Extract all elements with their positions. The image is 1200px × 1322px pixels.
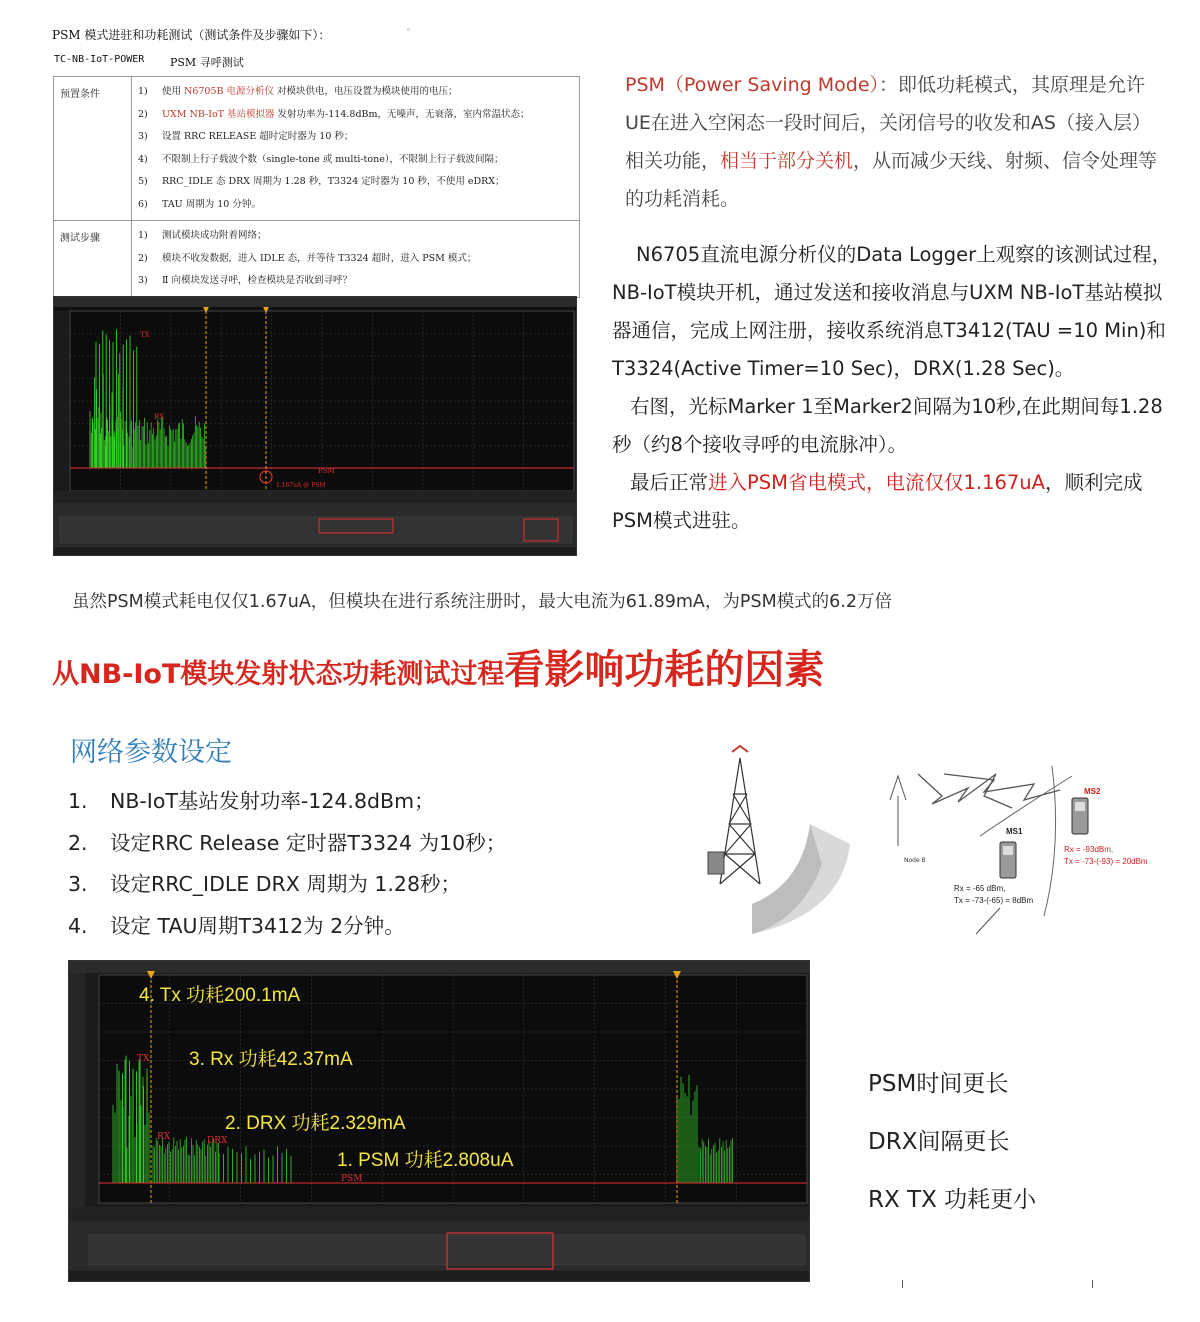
ms2-tx: Tx = -73-(-93) = 20dBm: [1064, 857, 1148, 866]
n6705-paragraph-1: N6705直流电源分析仪的Data Logger上观察的该测试过程，NB-IoT模块开机，通过发送和接收消息与UXM NB-IoT基站模拟器通信，完成上网注册，接收系统消息T3412(TAU =10 Min)和T3324(Active Timer=10 Sec)，DRX(1.28 Sec)。: [612, 243, 1172, 380]
psm-label: PSM: [318, 467, 335, 475]
drx-power-label: 2. DRX 功耗2.329mA: [225, 1113, 406, 1134]
tower-icon: [720, 758, 760, 884]
step-item: 3) Ⅱ 向模块发送寻呼，检查模块是否收到寻呼？: [138, 275, 352, 286]
precond-item: 2) UXM NB-IoT 基站模拟器 发射功率为-114.8dBm，无噪声，无衰落，室内常温状态；: [138, 108, 530, 120]
node-b-label: Node B: [904, 857, 926, 864]
ms2-label: MS2: [1084, 787, 1101, 796]
network-param-item: 2. 设定RRC Release 定时器T3324 为10秒；: [68, 830, 507, 855]
side-note: RX TX 功耗更小: [868, 1187, 1037, 1213]
step-item: 1) 测试模块成功附着网络；: [138, 230, 267, 241]
rx-power-label: 3. Rx 功耗42.37mA: [189, 1049, 353, 1070]
psm-power-label: 1. PSM 功耗2.808uA: [337, 1150, 514, 1171]
n6705-paragraph-2: 右图，光标Marker 1至Marker2间隔为10秒,在此期间每1.28秒（约8个接收寻呼的电流脉冲）。: [612, 395, 1163, 456]
precond-item: 5) RRC_IDLE 态 DRX 周期为 1.28 秒，T3324 定时器为 10 秒，不使用 eDRX；: [138, 176, 505, 187]
data-logger-screenshot-psm: [53, 296, 577, 556]
power-trace-chart: [69, 961, 810, 1282]
side-note: DRX间隔更长: [868, 1129, 1010, 1155]
steps-list: [132, 221, 580, 298]
ms1-rx: Rx = -65 dBm,: [954, 884, 1006, 893]
psm-trace-chart: [54, 297, 577, 556]
test-conditions-table: [53, 76, 580, 298]
precond-header: 预置条件: [54, 77, 132, 221]
drx-label: DRX: [207, 1136, 228, 1146]
tx-label: TX: [140, 331, 150, 339]
psm-description: PSM（Power Saving Mode）：即低功耗模式，其原理是允许UE在进入空闲态一段时间后，关闭信号的收发和AS（接入层）相关功能，相当于部分关机，从而减少天线、射频、信令处理等的功耗消耗。: [625, 74, 1158, 210]
precond-item: 1) 使用 N6705B 电源分析仪 对模块供电，电压设置为模块使用的电压；: [138, 86, 458, 97]
psm-label: PSM: [341, 1174, 363, 1184]
tx-label: TX: [137, 1054, 150, 1064]
ms2-rx: Rx = -93dBm,: [1064, 845, 1114, 854]
uplink-power-diagram: [884, 766, 1160, 940]
steps-header: 测试步骤: [54, 221, 132, 298]
ms1-label: MS1: [1006, 827, 1023, 836]
tick-mark: [902, 1280, 903, 1288]
data-logger-screenshot-power: [68, 960, 810, 1282]
base-station-illustration: [692, 744, 862, 940]
network-param-item: 1. NB-IoT基站发射功率-124.8dBm；: [68, 789, 435, 813]
summary-note: 虽然PSM模式耗电仅仅1.67uA，但模块在进行系统注册时，最大电流为61.89mA，为PSM模式的6.2万倍: [72, 592, 892, 612]
step-item: 2) 模块不收发数据，进入 IDLE 态，并等待 T3324 超时，进入 PSM 模式；: [138, 252, 477, 264]
tx-power-label: 4. Tx 功耗200.1mA: [139, 985, 301, 1006]
n6705-paragraph-3: 最后正常进入PSM省电模式，电流仅仅1.167uA，顺利完成PSM模式进驻。: [612, 471, 1143, 532]
doc-title: PSM 模式进驻和功耗测试（测试条件及步骤如下）：: [52, 28, 331, 42]
rx-label: RX: [154, 413, 165, 421]
tick-mark: [1092, 1280, 1093, 1288]
psm-current-annotation: 1.167uA @ PSM: [276, 482, 326, 489]
ms1-tx: Tx = -73-(-65) = 8dBm: [954, 896, 1034, 905]
doc-mark: ◦: [406, 26, 412, 36]
network-params-heading: 网络参数设定: [70, 737, 232, 768]
precond-item: 4) 不限制上行子载波个数（single-tone 或 multi-tone），不限制上行子载波间隔；: [138, 153, 504, 165]
network-params-list: [68, 781, 506, 947]
section-title: 从NB-IoT模块发射状态功耗测试过程看影响功耗的因素: [52, 647, 825, 693]
network-param-item: 4. 设定 TAU周期T3412为 2分钟。: [68, 913, 405, 938]
precond-item: 3) 设置 RRC RELEASE 超时定时器为 10 秒；: [138, 131, 354, 142]
precond-item: 6) TAU 周期为 10 分钟。: [138, 198, 261, 210]
equipment-cabinet-icon: [708, 852, 724, 874]
network-param-item: 3. 设定RRC_IDLE DRX 周期为 1.28秒；: [68, 872, 462, 896]
side-notes: [868, 1064, 1036, 1238]
rx-label: RX: [157, 1132, 171, 1142]
side-note: PSM时间更长: [868, 1071, 1009, 1097]
precond-list: [132, 77, 580, 221]
test-case-name: PSM 寻呼测试: [170, 56, 244, 69]
n6705-description: [612, 236, 1172, 540]
test-case-id: TC-NB-IoT-POWER: [54, 54, 145, 65]
